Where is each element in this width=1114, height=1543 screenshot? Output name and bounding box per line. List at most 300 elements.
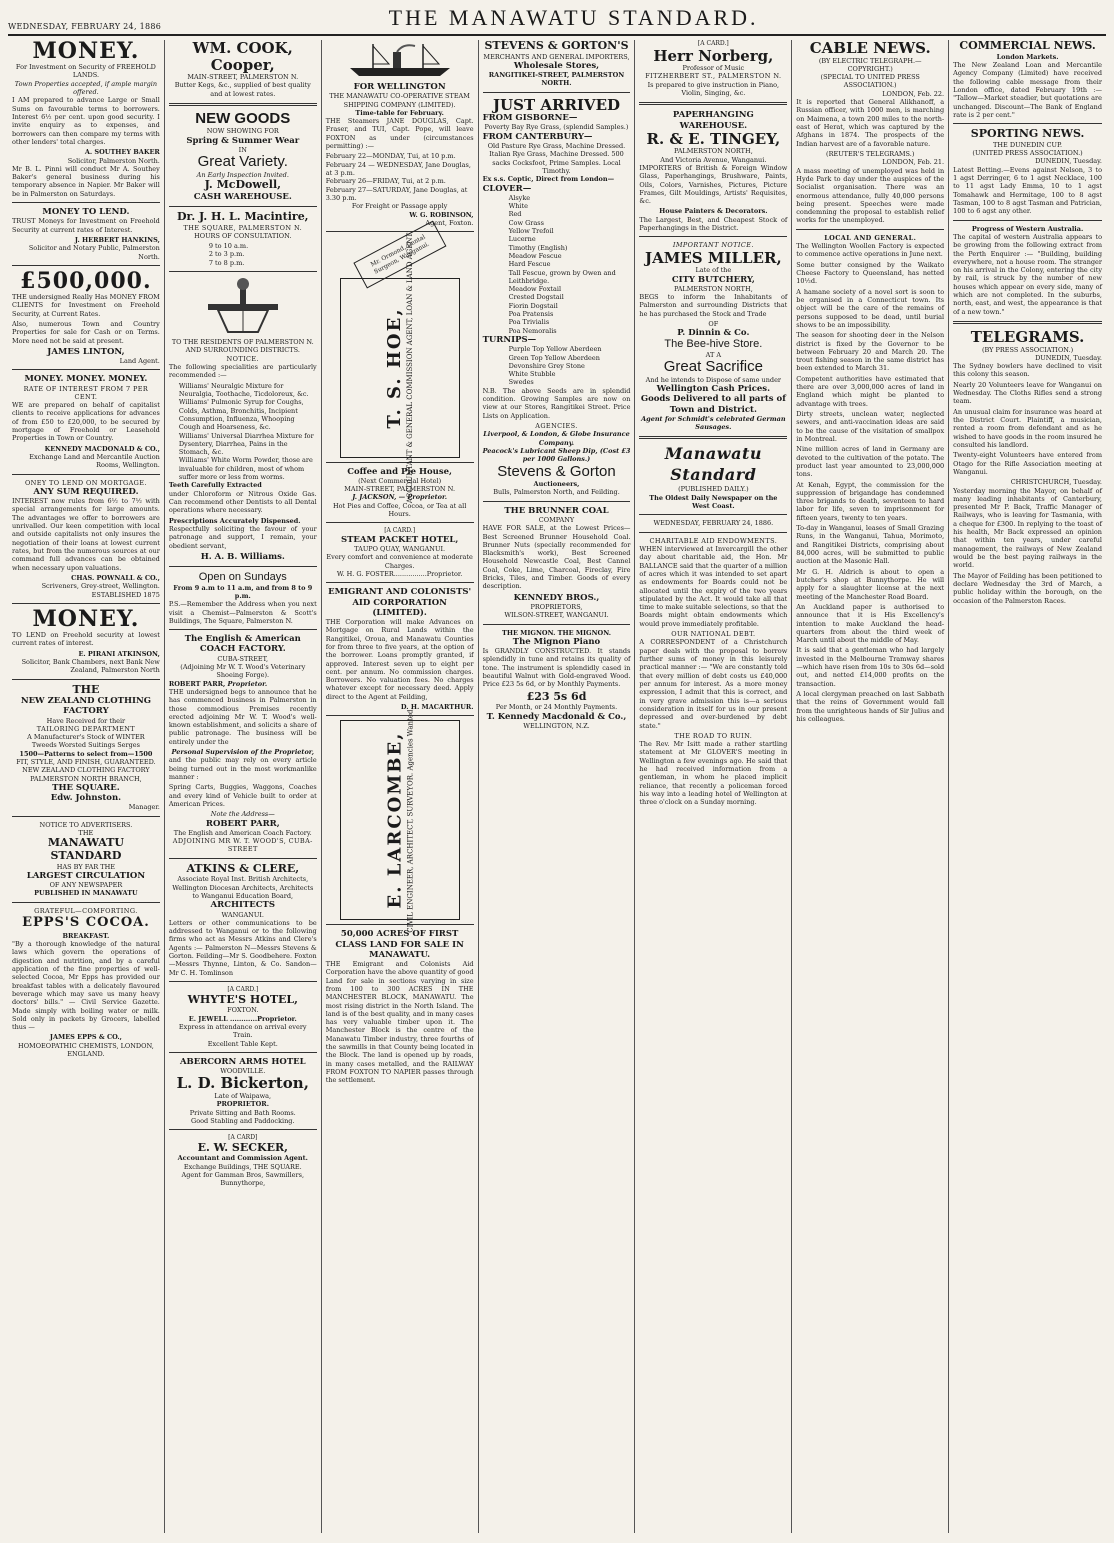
clover-heading: CLOVER— — [482, 183, 532, 194]
standard-text: (PUBLISHED DAILY.) — [678, 485, 749, 494]
schedule-row: February 26—FRIDAY, Tui, at 2 p.m. — [325, 177, 446, 186]
whyte-signature: E. JEWELL ............Proprietor. — [188, 1014, 297, 1023]
whyte-heading: WHYTE'S HOTEL, — [187, 992, 298, 1006]
chemist-item: Williams' White Worm Powder, those are invaluable for children, most of whom suffer more or less from worms. — [178, 456, 313, 482]
abercorn-text-3: PROPRIETOR. — [216, 1100, 269, 1109]
coffee-text: (Next Commercial Hotel) — [358, 476, 442, 485]
cook-heading: WM. COOK, — [192, 40, 293, 57]
lend-signature-2: Solicitor and Notary Public, Palmerston North. — [28, 244, 160, 261]
abercorn-heading-2: L. D. Bickerton, — [176, 1074, 309, 1093]
sporting-source: (UNITED PRESS ASSOCIATION.) — [972, 149, 1083, 158]
cocoa-signature-2: HOMOEOPATHIC CHEMISTS, LONDON, ENGLAND. — [18, 1041, 154, 1059]
coal-text-2: HAVE FOR SALE, at the Lowest Prices— Best Screened Brunner Household Coal. Brunner Nuts (specially recommended for Blacksmith's work), Best Screened Household Newcastle Coal, Best Cannel Coal, Coke, Lime, Charcoal, Fireclay, Fire Bricks, Tiles, and Timber. Goods of every description. — [482, 524, 631, 591]
arrived-from-2-text: Old Pasture Rye Grass, Machine Dressed. Italian Rye Grass, Machine Dressed. 500 sacks Cocksfoot, Prime Samples. Local Timothy. — [487, 141, 626, 175]
divider — [639, 236, 787, 237]
telegrams-date: DUNEDIN, Tuesday. — [1035, 353, 1102, 362]
divider — [953, 123, 1102, 124]
miller-text-5: OF — [708, 319, 719, 328]
turnip-item: Devonshire Grey Stone — [508, 361, 585, 370]
divider — [169, 981, 317, 982]
money-sub: For Investment on Security of FREEHOLD LANDS. — [15, 63, 156, 80]
divider — [12, 202, 160, 203]
cocoa-signature: JAMES EPPS & CO., — [49, 1033, 122, 1042]
local-paragraph: A local clergyman preached on last Sabbath that the reins of Government would fall from the unrighteous hands of Sir Julius and his colleagues. — [796, 690, 945, 723]
divider — [12, 603, 160, 604]
money-heading: MONEY. — [32, 40, 140, 64]
kennedy-text-2: WILSON-STREET, WANGANUI. — [504, 611, 609, 620]
whyte-text: FOXTON. — [227, 1006, 259, 1015]
cable-heading: CABLE NEWS. — [809, 40, 931, 57]
clover-item: Alsyke — [508, 193, 531, 202]
goods-heading: NEW GOODS — [195, 109, 291, 127]
abercorn-text-4: Private Sitting and Bath Rooms. — [189, 1108, 296, 1117]
sporting-date: DUNEDIN, Tuesday. — [1035, 157, 1102, 166]
local-paragraph: Dirty streets, unclean water, neglected sewers, and anti-vaccination ideas are said to be the cause of the visitation of smallpox in Montreal. — [796, 410, 945, 443]
coach-owner: ROBERT PARR, — [168, 679, 226, 688]
money2-signature: E. PIRANI ATKINSON, — [78, 649, 160, 658]
telegram-paragraph: Yesterday morning the Mayor, on behalf of many leading inhabitants of Canterbury, presented Mr P. Back, Traffic Manager of Railways, who is leaving for Tasmania, with a cheque for £300. In replying to the toast of his health, Mr Back expressed an opinion that within ten years, under careful management, the railways of New Zealand would be the best paying railways in the world. — [953, 486, 1102, 570]
clothing-text-6: FIT, STYLE, AND FINISH, GUARANTEED. — [16, 758, 156, 767]
chemist-item: Williams' Pulmonic Syrup for Coughs, Colds, Asthma, Bronchitis, Incipient Consumption, Influenza, Whooping Cough and Hoarseness, &c. — [178, 398, 304, 432]
clothing-text-5: 1500—Patterns to select from—1500 — [19, 749, 153, 758]
mignon-signature-2: WELLINGTON, N.Z. — [523, 721, 590, 730]
standard-nameplate: Manawatu Standard — [664, 444, 762, 484]
cable-text-2: (SPECIAL TO UNITED PRESS ASSOCIATION.) — [820, 73, 920, 90]
miller-text-10: And he intends to Dispose of same under — [645, 375, 782, 384]
atkins-heading: ATKINS & CLERE, — [186, 861, 300, 875]
paper-text-4: House Painters & Decorators. — [659, 207, 768, 216]
divider — [639, 532, 787, 533]
money-text-2: I AM prepared to advance Large or Small Sums on favourable terms to borrowers. Interest 6½ per cent. upon good security. I invite enquiry as to expenses, and borrowers can then compare my terms with other lenders' total charges. — [12, 96, 160, 146]
coach-role: Proprietor. — [227, 679, 268, 688]
doctor-text-2: HOURS OF CONSULTATION. — [194, 231, 292, 240]
clover-item: Meadow Foxtail — [508, 285, 562, 294]
norberg-text-3: Is prepared to give instruction in Piano, Violin, Singing, &c. — [647, 80, 780, 98]
advertisers-text-3: OF ANY NEWSPAPER — [49, 881, 123, 890]
ship-text-3: THE Steamers JANE DOUGLAS, Capt. Fraser, and TUI, Capt. Pope, will leave FOXTON as under (circumstances permitting) :— — [325, 117, 474, 151]
land-heading: 50,000 ACRES OF FIRST CLASS LAND FOR SALE IN MANAWATU. — [335, 929, 464, 960]
turnip-text: N.B. The above Seeds are in splendid condition. Growing Samples are now on view at our Stores, Rangitikei Street. Price Lists on Application. — [482, 386, 631, 420]
clover-item: Poa Nemoralis — [508, 326, 557, 335]
abercorn-text: WOODVILLE. — [220, 1067, 266, 1076]
big-sum-heading: £500,000. — [20, 267, 152, 294]
divider — [639, 436, 787, 439]
sundays-text: From 9 a.m to 11 a.m, and from 8 to 9 p.m. — [173, 583, 313, 601]
hours-row: 7 to 8 p.m. — [208, 258, 245, 267]
local-paragraph: An Auckland paper is authorised to announce that it is His Excellency's intention to make Auckland the head-quarters from about the third week of March until about the middle of May. — [796, 602, 945, 645]
miller-text-6: P. Dinnin & Co. — [677, 328, 750, 339]
mignon-price: £23 5s 6d — [526, 689, 587, 703]
secker-text: Accountant and Commission Agent. — [177, 1154, 308, 1163]
goods-text-2: Spring & Summer Wear — [186, 135, 300, 146]
goods-text-3: IN — [238, 145, 247, 154]
packet-card: [A CARD.] — [384, 527, 416, 535]
advertisers-text-4: PUBLISHED IN MANAWATU — [34, 889, 138, 898]
clothing-heading: THE — [72, 682, 100, 696]
ship-text-4: For Freight or Passage apply — [351, 202, 448, 211]
larcombe-subtitle: CIVIL ENGINEER, ARCHITECT, SURVEYOR. Agencies Wanted. — [406, 707, 415, 934]
money2-heading: MONEY. — [32, 605, 140, 632]
ship-text: THE MANAWATU CO-OPERATIVE STEAM SHIPPING COMPANY (LIMITED). — [329, 92, 470, 109]
mortgage-signature-2: Scriveners, Grey-street, Wellington. ESTABLISHED 1875 — [41, 582, 160, 599]
coffee-text-3: Hot Pies and Coffee, Cocoa, or Tea at all Hours. — [332, 501, 467, 518]
sg-text: MERCHANTS AND GENERAL IMPORTERS, — [483, 52, 630, 61]
larcombe-title: E. LARCOMBE, — [384, 731, 406, 909]
auctioneers-heading: Stevens & Gorton — [497, 462, 616, 480]
whyte-text-2: Express in attendance on arrival every Train. — [178, 1022, 307, 1040]
emigrant-signature: D. H. MACARTHUR. — [400, 703, 474, 712]
lend-heading: MONEY TO LEND. — [42, 207, 130, 218]
arrived-heading: JUST ARRIVED — [492, 95, 621, 114]
hours-row: 9 to 10 a.m. — [208, 242, 249, 251]
lend-text: TRUST Moneys for Investment on Freehold Security at current rates of Interest. — [12, 217, 160, 234]
clover-item: Hard Fescue — [508, 260, 551, 269]
coach-text-3: THE undersigned begs to announce that he has commenced business in Palmerston in those commodious Premises recently erected adjoining Mr W. T. Wood's well-known establishment, and solicits a share of public patronage. The business will be entirely under the — [168, 687, 317, 746]
doctor-text: THE SQUARE, PALMERSTON N. — [183, 223, 303, 232]
clover-list — [483, 194, 631, 335]
divider — [169, 1052, 317, 1053]
chemist-text-3: The following specialities are particularly recommended :— — [168, 363, 317, 380]
column-2 — [165, 40, 322, 1533]
auctioneers-text-2: Bulls, Palmerston North, and Feilding. — [493, 488, 620, 497]
turnip-item: White Stubble — [508, 370, 556, 379]
doctor-heading: Dr. J. H. L. Macintire, — [177, 209, 309, 223]
atkins-text: Associate Royal Inst. British Architects, Wellington Diocesan Architects, Architects to Wanganui Education Board, — [172, 875, 314, 900]
goods-signature-2: CASH WAREHOUSE. — [193, 191, 292, 202]
secker-text-2: Exchange Buildings, THE SQUARE. — [183, 1162, 302, 1171]
clothing-text-1: Have Received for their — [46, 716, 126, 725]
norberg-text-2: FITZHERBERT ST., PALMERSTON N. — [645, 72, 782, 81]
coach-text-1: CUBA-STREET, — [217, 654, 269, 663]
debt-heading: OUR NATIONAL DEBT. — [671, 630, 756, 639]
schedule-row: February 24 — WEDNESDAY, Jane Douglas, at 3 p.m. — [325, 160, 471, 177]
goods-text-5: An Early Inspection Invited. — [196, 170, 289, 179]
divider — [169, 1129, 317, 1130]
divider — [639, 514, 787, 515]
money-signature: A. SOUTHEY BAKER — [84, 148, 160, 157]
turnip-item: Swedes — [508, 378, 534, 387]
mmm-text: WE are prepared on behalf of capitalist clients to receive applications for advances of from £50 to £20,000, to be secured by mortgage of Freehold or Leasehold Properties in Town or Country. — [12, 401, 160, 443]
column-5 — [635, 40, 792, 1533]
miller-text-11: Wellington Cash Prices. — [656, 384, 771, 395]
telegram-paragraph: Twenty-eight Volunteers have entered from Otago for the Rifle Association meeting at Wanganui. — [953, 451, 1102, 476]
money-text-3: Mr B. L. Pinni will conduct Mr A. Southey Baker's general business during his temporary absence in Napier. Mr Baker will be in Palmerston on Saturdays. — [12, 164, 160, 198]
arrived-from-2: FROM CANTERBURY— — [482, 131, 593, 142]
ship-heading: FOR WELLINGTON — [353, 82, 446, 92]
masthead-title: THE MANAWATU STANDARD. — [388, 5, 759, 30]
local-paragraph: Mr G. H. Aldrich is about to open a butcher's shop at Bunnythorpe. He will apply for a slaughter license at the next meeting of the Manchester Road Board. — [796, 567, 945, 601]
important-heading: IMPORTANT NOTICE. — [672, 241, 754, 250]
kennedy-heading: KENNEDY BROS., — [513, 592, 600, 603]
local-heading: LOCAL AND GENERAL. — [824, 233, 917, 242]
auctioneers-text: Auctioneers, — [533, 480, 580, 489]
secker-card: [A CARD] — [228, 1134, 258, 1142]
coffee-signature: J. JACKSON, — Proprietor. — [352, 493, 448, 502]
masthead-date: WEDNESDAY, FEBRUARY 24, 1886 — [8, 22, 162, 31]
telegrams-source: (BY PRESS ASSOCIATION.) — [981, 345, 1074, 354]
sundays-text-2: P.S.—Remember the Address when you next visit a Chemist—Palmerston & Scott's Buildings, The Square, Palmerston N. — [168, 600, 317, 625]
clover-item: White — [508, 202, 528, 211]
divider — [12, 902, 160, 903]
ship-signature-2: Agent, Foxton. — [425, 218, 474, 227]
coach-signature — [169, 680, 317, 688]
sporting-heading: SPORTING NEWS. — [970, 127, 1085, 141]
secker-text-3: Agent for Gamman Bros, Sawmillers, Bunnythorpe, — [181, 1171, 305, 1188]
miller-text-3: PALMERSTON NORTH, — [673, 284, 753, 293]
column-3 — [322, 40, 479, 1533]
clover-item: Lucerne — [508, 235, 536, 244]
clothing-text-8: PALMERSTON NORTH BRANCH, — [30, 774, 142, 783]
divider — [169, 629, 317, 630]
local-paragraph: A hamane society of a novel sort is soon to be organised in a Connecticut town. Its object will be the care of the remains of persons supposed to be dead, until burial shows to be an impossibility. — [796, 287, 945, 329]
chemist-lamp-illustration — [169, 276, 317, 336]
abercorn-text-5: Good Stabling and Paddocking. — [191, 1116, 295, 1125]
chemist-text-1: TO THE RESIDENTS OF PALMERSTON N. AND SURROUNDING DISTRICTS. — [171, 338, 314, 355]
reuter-date: LONDON, Feb. 21. — [882, 158, 945, 167]
clover-item: Meadow Fescue — [508, 251, 562, 260]
charitable-heading: CHARITABLE AID ENDOWMENTS. — [649, 536, 778, 545]
big-sum-text-2: Also, numerous Town and Country Properties for sale for Cash or on Terms. More need not be said at present. — [12, 319, 160, 345]
arrived-from-1: FROM GISBORNE— — [482, 113, 578, 124]
sg-text-2: Wholesale Stores, — [513, 60, 600, 71]
standard-date: WEDNESDAY, FEBRUARY 24, 1886. — [653, 519, 774, 528]
hoe-subtitle: ACCOUNTANT & GENERAL COMMISSION AGENT, LOAN & LAND AGENT — [406, 232, 415, 503]
coffee-text-2: MAIN-STREET, PALMERSTON N. — [344, 485, 456, 494]
miller-text-7: The Bee-hive Store. — [664, 338, 763, 351]
coach-text-7: Note the Address— — [210, 810, 275, 819]
clover-item: Tall Fescue, grown by Owen and Leithbridge. — [508, 268, 616, 285]
cook-text-2: Butter Kegs, &c., supplied of best quality and at lowest rates. — [174, 81, 311, 98]
clover-item: Timothy (English) — [508, 243, 568, 252]
arrived-from-1-text: Poverty Bay Rye Grass, (splendid Samples.) — [484, 123, 629, 132]
coach-text-5: and the public may rely on every article being turned out in the most workmanlike manner : — [168, 756, 317, 782]
paper-text-2: And Victoria Avenue, Wanganui. — [660, 155, 767, 164]
divider — [483, 92, 631, 93]
reuter-heading: (REUTER'S TELEGRAMS.) — [826, 149, 915, 158]
chemist-list — [169, 382, 317, 482]
coffee-heading: Coffee and Pie House, — [347, 466, 453, 477]
packet-text-2: Every comfort and convenience at moderate Charges. — [326, 553, 473, 570]
mortgage-heading: ONEY TO LEND ON MORTGAGE. — [24, 478, 147, 487]
debt-text: A CORRESPONDENT of a Christchurch paper deals with the proposal to borrow further sums of money in this leisurely practical manner :— "We are constantly told that every million of debt costs us £40,000 per annum for interest. As a more money expression, I admit that this is correct, and in very grave admission this is—a serious consideration in itself for us in our present depressed and over-burdened by debt state." — [639, 638, 788, 730]
cable-text: (BY ELECTRIC TELEGRAPH.—COPYRIGHT.) — [818, 56, 922, 73]
mignon-heading-2: The Mignon Piano — [512, 636, 601, 647]
agencies-heading: AGENCIES. — [535, 422, 578, 431]
agencies-text-1: Liverpool, & London, & Globe Insurance Company. — [483, 430, 630, 447]
local-paragraph: It is said that a gentleman who had largely invested in the Melbourne Tramway shares—which have risen from 10s to 30s 6d—sold out, and netted £14,000 profits on the transaction. — [796, 646, 945, 688]
cocoa-heading: EPPS'S COCOA. — [22, 915, 150, 931]
coach-text-2: (Adjoining Mr W. T. Wood's Veterinary Shoeing Forge). — [180, 662, 306, 680]
local-paragraph: The season for shooting deer in the Nelson district is fixed by the Governor to be between February 20 and March 20. The trout fishing season in the same district has been extended to March 31. — [796, 331, 945, 373]
divider — [639, 102, 787, 105]
mmm-signature-2: Exchange Land and Mercantile Auction Rooms, Wellington. — [29, 453, 160, 470]
road-text: The Rev. Mr Isitt made a rather startling statement at Mr GLOVER'S meeting in Wellington a few evenings ago. He said that he had received information from a gentleman, in whom he placed implicit reliance, that recently a policeman forced his way into a leading hotel of Wellington at three o'clock on a Sunday morning. — [639, 740, 788, 807]
standard-text-2: The Oldest Daily Newspaper on the West Coast. — [649, 493, 778, 510]
sg-text-3: RANGITIKEI-STREET, PALMERSTON NORTH. — [488, 71, 625, 88]
goods-delivered-heading: Goods Delivered to all parts of Town and District. — [640, 394, 786, 415]
divider — [326, 582, 474, 583]
cable-date: LONDON, Feb. 22. — [882, 89, 945, 98]
mmm-signature: KENNEDY MACDONALD & CO., — [44, 444, 160, 453]
coach-heading-2: COACH FACTORY. — [199, 644, 286, 655]
miller-text-9: Great Sacrifice — [663, 358, 763, 376]
ship-schedule — [326, 152, 474, 202]
clothing-text-7: NEW ZEALAND CLOTHING FACTORY — [22, 766, 150, 775]
emigrant-heading: EMIGRANT AND COLONISTS' AID CORPORATION (LIMITED). — [328, 587, 472, 618]
divider — [483, 624, 631, 625]
mignon-heading: THE MIGNON. THE MIGNON. — [501, 628, 611, 637]
goods-signature: J. McDowell, — [204, 178, 281, 192]
big-sum-signature: JAMES LINTON, — [47, 346, 125, 357]
advertisers-name: MANAWATU STANDARD — [47, 836, 124, 862]
sporting-subheading: THE DUNEDIN CUP. — [993, 140, 1063, 149]
divider — [12, 679, 160, 680]
norberg-heading: Herr Norberg, — [653, 46, 774, 65]
goods-text-4: Great Variety. — [197, 153, 288, 171]
hoe-title: T. S. HOE, — [384, 306, 406, 429]
mignon-signature: T. Kennedy Macdonald & Co., — [486, 711, 627, 722]
abercorn-heading: ABERCORN ARMS HOTEL — [179, 1056, 306, 1067]
paper-heading-2: R. & E. TINGEY, — [646, 129, 781, 148]
ship-signature: W. G. ROBINSON, — [409, 210, 474, 219]
divider — [12, 265, 160, 266]
coach-text-8: The English and American Coach Factory. — [173, 828, 312, 837]
big-sum-signature-2: Land Agent. — [119, 357, 160, 365]
secker-heading: E. W. SECKER, — [197, 1140, 288, 1154]
ship-text-2: Time-table for February. — [355, 108, 444, 117]
sg-heading: STEVENS & GORTON'S — [484, 40, 629, 52]
paper-heading: PAPERHANGING WAREHOUSE. — [672, 110, 754, 131]
sundays-heading: Open on Sundays — [198, 571, 287, 584]
clover-item: Fiorin Dogstail — [508, 301, 558, 310]
packet-heading: STEAM PACKET HOTEL, — [340, 534, 459, 545]
mmm-sub: RATE OF INTEREST FROM 7 PER CENT. — [23, 384, 149, 401]
progress-heading: Progress of Western Australia. — [971, 224, 1084, 233]
clover-item: Poa Pratensis — [508, 310, 554, 319]
paper-text-3: IMPORTERS of British & Foreign Window Glass, Paperhangings, Brushware, Paints, Oils, Colors, Varnishes, Pictures, Picture Frames, Gilt Mouldings, Artists' Requisites, &c. — [639, 163, 788, 206]
clothing-signature: Edw. Johnston. — [50, 793, 122, 804]
larcombe-card — [340, 707, 460, 934]
turnip-heading: TURNIPS— — [482, 335, 537, 346]
schedule-row: February 27—SATURDAY, Jane Douglas, at 3.30 p.m. — [325, 185, 468, 202]
cocoa-pre: GRATEFUL—COMFORTING. — [34, 906, 138, 915]
clothing-text-3: A Manufacturer's Stock of WINTER — [27, 733, 145, 742]
column-4 — [479, 40, 636, 1533]
cable-paragraph: It is reported that General Alikhanoff, a Russian officer, with 1000 men, is marching on Maimena, a town 200 miles to the north-east of Herat, which was captured by the Afghans in 1874. The prospects of the Indian harvest are of a favorable nature. — [796, 98, 945, 148]
clover-item: Cow Grass — [508, 218, 544, 227]
prescriptions-text: Respectfully soliciting the favour of your patronage and support, I remain, your obedient servant, — [168, 524, 317, 550]
atkins-heading-2: ARCHITECTS — [210, 900, 275, 911]
turnip-item: Purple Top Yellow Aberdeen — [508, 345, 602, 354]
local-paragraph: Some butter consigned by the Waikato Cheese Factory to Queensland, has netted 10½d. — [796, 260, 945, 286]
local-paragraph: The Wellington Woollen Factory is expected to commence active operations in June next. — [796, 242, 945, 259]
column-1 — [8, 40, 165, 1533]
atkins-text-2: WANGANUI. — [221, 910, 264, 919]
divider — [12, 369, 160, 370]
divider — [12, 474, 160, 475]
larcombe-card-inner — [384, 708, 416, 933]
clothing-signature-2: Manager. — [128, 803, 160, 812]
telegram-paragraph: Nearly 20 Volunteers leave for Wanganui on Wednesday. The Cloths Rifles send a strong team. — [953, 380, 1102, 406]
divider — [796, 229, 944, 230]
norberg-text: Professor of Music — [682, 64, 745, 73]
chemist-text-2: NOTICE. — [226, 354, 260, 363]
telegrams-heading: TELEGRAMS. — [970, 328, 1085, 347]
arrived-text: Ex s.s. Coptic, Direct from London— — [482, 175, 615, 184]
turnip-list — [483, 345, 631, 387]
land-text: THE Emigrant and Colonists Aid Corporation have the above quantity of good Land for sale in sections varying in size from 100 to 300 ACRES IN THE MANCHESTER BLOCK, MANAWATU. The most rising district in the North Island. The land is of the best quality, and in many cases has very valuable timber upon it. The Manchester Block is the centre of the Manawatu Timber industry, three fourths of the sawmills in that County being located in the Block. The land is opened up by roads, in many cases metalled, and the RAILWAY FROM FOXTON TO NAPIER passes through the settlement. — [325, 959, 474, 1085]
advertisers-heading: NOTICE TO ADVERTISERS. — [39, 820, 133, 829]
clothing-heading-2: NEW ZEALAND CLOTHING FACTORY — [20, 696, 152, 717]
mignon-text: Is GRANDLY CONSTRUCTED. It stands splendidly in tune and retains its quality of tone. The instrument is splendidly cased in beautiful Walnut with Gold-engraved Wood. Price £23 5s 6d, or by Monthly Payments. — [482, 647, 631, 689]
lend-signature: J. HERBERT HANKINS, — [74, 235, 160, 244]
agencies-text-2: Peacock's Lubricant Sheep Dip, (Cost £3 per 1000 Gallons.) — [482, 446, 631, 464]
divider — [169, 858, 317, 859]
clover-item: Poa Trivialis — [508, 318, 550, 327]
kennedy-text: PROPRIETORS, — [530, 602, 583, 611]
commercial-paragraph: The New Zealand Loan and Mercantile Agency Company (Limited) have received the following cable message from their London office, dated February 19th :— "Tallow—Market steadier, but quotations are unchanged. Discount—The Bank of England rate is 2 per cent." — [953, 60, 1102, 119]
masthead — [8, 6, 1106, 36]
big-sum-text-1: THE undersigned Really Has MONEY FROM CLIENTS for Investment on Freehold Security, at Current Rates. — [12, 292, 160, 318]
advertisers-text-2: LARGEST CIRCULATION — [26, 870, 146, 881]
divider — [326, 522, 474, 523]
local-paragraph: Competent authorities have estimated that there are over 3,000,000 acres of land in England which might be planted to advantage with trees. — [796, 374, 945, 408]
coach-text-9: ADJOINING MR W. T. WOOD'S, CUBA-STREET — [172, 837, 313, 854]
whyte-card: [A CARD.] — [227, 986, 259, 993]
goods-delivered-text: Agent for Schmidt's celebrated German Sausages. — [641, 414, 786, 432]
paper-text-5: The Largest, Best, and Cheapest Stock of Paperhangings in the District. — [639, 215, 788, 233]
prescriptions-heading: Prescriptions Accurately Dispensed. — [168, 516, 301, 525]
divider — [169, 206, 317, 207]
whyte-text-3: Excellent Table Kept. — [207, 1039, 278, 1048]
paper-text: PALMERSTON NORTH, — [673, 147, 753, 156]
prescriptions-signature: H. A. B. Williams. — [200, 551, 285, 562]
progress-paragraph: The capital of western Australia appears to be growing from the following extract from the Perth Enquirer :— "Building, building everywhere, not a house room. The stranger on his arrival in the Colony, entering the city by rail, is struck by the number of new houses which appear on every side, many of which are not completed. In the suburbs, north, east, and west, the appearance is that of a new town." — [953, 232, 1102, 316]
steamship-icon — [345, 42, 455, 80]
miller-heading: JAMES MILLER, — [645, 248, 782, 267]
mortgage-heading-2: ANY SUM REQUIRED. — [33, 486, 139, 497]
money2-signature-2: Solicitor, Bank Chambers, next Bank New Zealand, Palmerston North — [21, 657, 160, 675]
clover-item: Red — [508, 210, 522, 219]
norberg-card: [A CARD.] — [697, 40, 729, 47]
mmm-heading: MONEY. MONEY. MONEY. — [24, 374, 148, 385]
cook-text: MAIN-STREET, PALMERSTON N. — [187, 73, 299, 81]
packet-text: TAUPO QUAY, WANGANUI. — [354, 545, 446, 554]
miller-text-4: BEGS to inform the Inhabitants of Palmerston and surrounding Districts that he has purchased the Stock and Trade — [639, 293, 788, 318]
cocoa-heading-2: BREAKFAST. — [62, 931, 110, 940]
local-paragraph: Nine million acres of land in Germany are devoted to the cultivation of the potato. The product last year amounted to 23,000,000 tons. — [796, 445, 945, 479]
local-paragraph: To-day in Wanganui, leases of Small Grazing Runs, in the Wanganui, Tahua, Morimoto, and Rangitikei Districts, comprising about 84,000 acres, will be submitted to public auction at the Masonic Hall. — [796, 524, 945, 566]
charitable-text: WHEN interviewed at Invercargill the other day about charitable aid, the Hon. Mr BALLANCE said that the quarter of a million of acres which it was intended to set apart as endowments for Boards could not be allocated until the expiry of the two years stipulated by the Act. It would take all that time to make suitable selections, so that the Boards might obtain endowments which would prove immediately profitable. — [639, 544, 788, 628]
doctor-hours — [209, 242, 317, 267]
reuter-paragraph: A mass meeting of unemployed was held in Hyde Park to day under the auspices of the Socialist organisation. There was an enormous attendance, fully 40,000 persons being present. Speeches were made condemning the proposal to establish relief works for the unemployed. — [796, 166, 945, 225]
clothing-text-4: Tweeds Worsted Suitings Serges — [31, 741, 140, 750]
cocoa-text: "By a thorough knowledge of the natural laws which govern the operations of digestion and nutrition, and by a careful application of the fine properties of well-selected Cocoa, Mr Epps has provided our breakfast tables with a delicately flavoured beverage which may save us many heavy doctors' bills." — Civil Service Gazette. Made simply with boiling water or milk. Sold only in packets by Grocers, labelled thus — — [12, 940, 160, 1032]
telegram-paragraph: The Mayor of Feilding has been petitioned to declare Wednesday the 3rd of March, a public holiday within the borough, on the occasion of the Palmerston Races. — [953, 571, 1102, 605]
advertisers-text-1: HAS BY FAR THE — [56, 862, 116, 871]
coach-text-6: Spring Carts, Buggies, Waggons, Coaches and every kind of Vehicle built to order at American Prices. — [168, 783, 317, 808]
divider — [169, 271, 317, 272]
clothing-text-9: THE SQUARE. — [52, 783, 120, 794]
dental-card: Mr. Ormond, Dental Surgeon, Wanganui. — [353, 221, 446, 289]
goods-text-1: NOW SHOWING FOR — [206, 127, 279, 136]
sporting-paragraph: Latest Betting.—Evens against Nelson, 3 to 1 agst Derringer, 6 to 1 agst Necklace, 100 to 11 agst Lady Emma, 10 to 1 agst Tomahawk and Hermitage, 100 to 8 agst Tasman, 100 to 8 agst Tasman and Patrician, 100 to 6 agst any other. — [953, 165, 1102, 216]
advertisers-heading-2: THE — [78, 829, 94, 838]
hours-row: 2 to 3 p.m. — [208, 250, 245, 259]
cook-heading-2: Cooper, — [210, 55, 275, 74]
road-heading: THE ROAD TO RUIN. — [674, 731, 753, 740]
divider — [169, 566, 317, 567]
